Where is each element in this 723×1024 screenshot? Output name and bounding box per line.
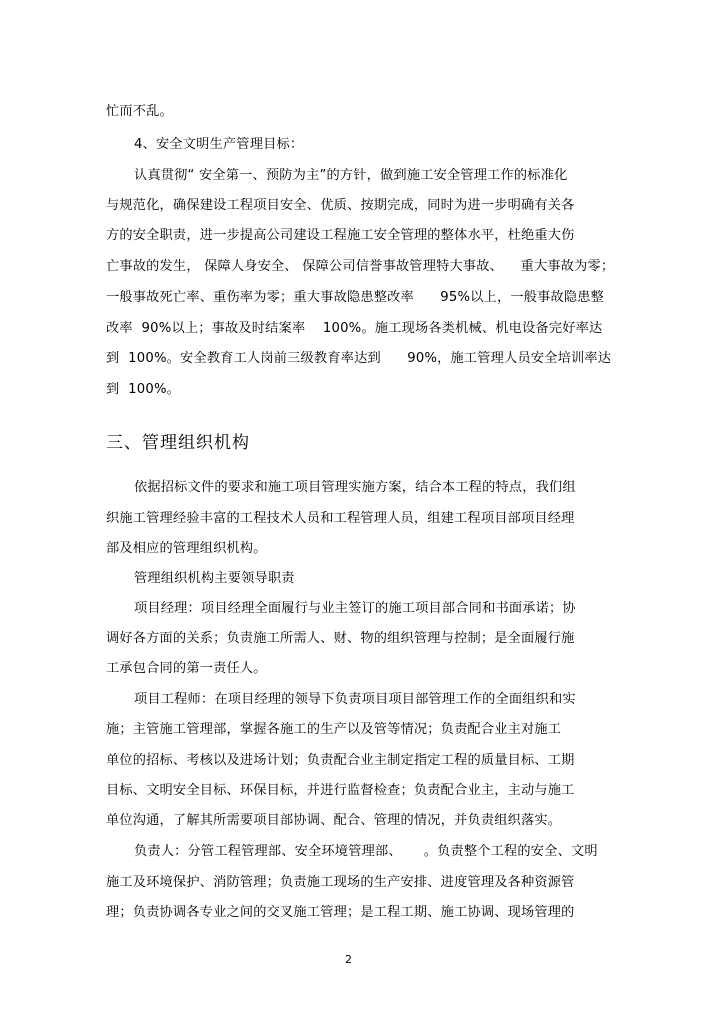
paragraph-line: 项目经理：项目经理全面履行与业主签订的施工项目部合同和书面承诺；协 [134, 601, 576, 616]
paragraph-line: 施；主管施工管理部，掌握各施工的生产以及管等情况；负责配合业主对施工 [106, 722, 562, 737]
paragraph-line: 依据招标文件的要求和施工项目管理实施方案，结合本工程的特点，我们组 [134, 480, 576, 495]
paragraph-line: 理；负责协调各专业之间的交叉施工管理；是工程工期、施工协调、现场管理的 [106, 905, 575, 920]
paragraph-line: 工承包合同的第一责任人。 [106, 661, 267, 676]
paragraph-line: 一般事故死亡率、重伤率为零；重大事故隐患整改率 95%以上，一般事故隐患整 [106, 290, 605, 305]
section-heading: 三、管理组织机构 [106, 433, 250, 453]
paragraph-line: 单位的招标、考核以及进场计划；负责配合业主制定指定工程的质量目标、工期 [106, 753, 575, 768]
page-number: 2 [345, 953, 352, 966]
paragraph-line: 负责人：分管工程管理部、安全环境管理部、 。负责整个工程的安全、文明 [134, 844, 598, 859]
paragraph-line: 与规范化，确保建设工程项目安全、优质、按期完成，同时为进一步明确有关各 [106, 198, 575, 213]
paragraph-line: 调好各方面的关系；负责施工所需人、财、物的组织管理与控制；是全面履行施 [106, 631, 575, 646]
paragraph-line: 方的安全职责，进一步提高公司建设工程施工安全管理的整体水平，杜绝重大伤 [106, 228, 575, 243]
paragraph-line: 认真贯彻“ 安全第一、预防为主”的方针，做到施工安全管理工作的标准化 [134, 168, 568, 183]
paragraph-line: 项目工程师：在项目经理的领导下负责项目项目部管理工作的全面组织和实 [134, 692, 576, 707]
paragraph-line: 到 100%。安全教育工人岗前三级教育率达到 90%，施工管理人员安全培训率达 [106, 351, 612, 366]
paragraph-line: 单位沟通，了解其所需要项目部协调、配合、管理的情况，并负责组织落实。 [106, 813, 562, 828]
paragraph-line: 目标、文明安全目标、环保目标，并进行监督检查；负责配合业主，主动与施工 [106, 783, 575, 798]
list-item-heading: 4、安全文明生产管理目标： [134, 137, 304, 152]
paragraph-line: 忙而不乱。 [106, 104, 173, 119]
paragraph-line: 织施工管理经验丰富的工程技术人员和工程管理人员，组建工程项目部项目经理 [106, 511, 575, 526]
paragraph-line: 施工及环境保护、消防管理；负责施工现场的生产安排、进度管理及各种资源管 [106, 875, 575, 890]
paragraph-line: 亡事故的发生， 保障人身安全、 保障公司信誉事故管理特大事故、 重大事故为零； [106, 259, 615, 274]
subheading: 管理组织机构主要领导职责 [134, 571, 295, 586]
paragraph-line: 到 100%。 [106, 382, 181, 397]
paragraph-line: 改率 90%以上；事故及时结案率 100%。施工现场各类机械、机电设备完好率达 [106, 321, 603, 336]
paragraph-line: 部及相应的管理组织机构。 [106, 541, 267, 556]
